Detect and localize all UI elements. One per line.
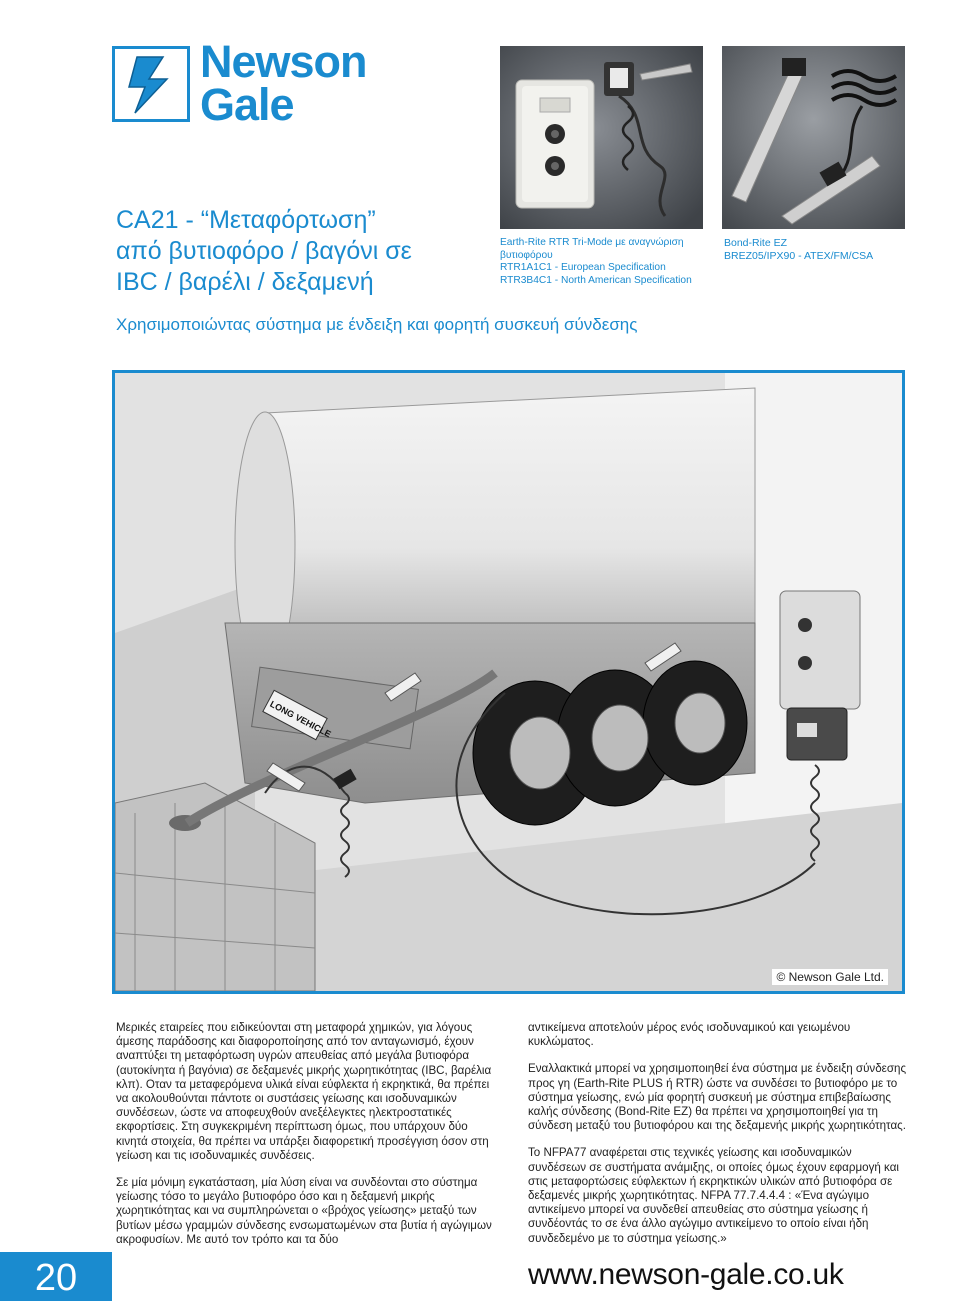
bond-rite-caption	[724, 237, 873, 263]
caption-line: Bond-Rite EZ	[724, 237, 788, 249]
body-column-right	[528, 1021, 908, 1259]
brand-name	[200, 36, 367, 130]
title-line-1: CA21 - “Μεταφόρτωση”	[116, 206, 376, 234]
bond-rite-ez-photo	[722, 46, 905, 229]
caption-line: RTR1A1C1 - European Specification	[500, 262, 666, 274]
body-paragraph: Μερικές εταιρείες που ειδικεύονται στη μεταφορά χημικών, για λόγους άμεσης παράδοσης και διαφοροποίησης από τον ανταγωνισμό, έχουν αναπτύξει τη μεταφόρτωση υγρών απευθείας από μεγάλα βυτιοφόρα (αυτοκίνητα ή βαγόνια) σε δεξαμενές μικρής χωρητικότητας (IBC, βαρέλια κλπ). Οταν τα μεταφερόμενα υλικά είναι εύφλεκτα ή εκρηκτικά, θα πρέπει να ακολουθούνται πάντοτε οι συστάσεις γείωσης και ισοδυναμικών συνδέσεων, ώστε να αποφευχθούν ανεξέλεγκτες ηλεκτροστατικές εκφορτίσεις. Στη συγκεκριμένη περίπτωση όμως, που υπάρχουν δύο κινητά στοιχεία, θα πρέπει να υπάρξει διαφορετική προσέγγιση όσον στη γείωση και τις ισοδυναμικές συνδέσεις.	[116, 1021, 492, 1162]
body-paragraph: αντικείμενα αποτελούν μέρος ενός ισοδυναμικού και γειωμένου κυκλώματος.	[528, 1021, 851, 1049]
earth-rite-rtr-photo	[500, 46, 703, 229]
caption-line: βυτιοφόρου	[500, 249, 553, 261]
body-paragraph: Εναλλακτικά μπορεί να χρησιμοποιηθεί ένα σύστημα με ένδειξη σύνδεσης προς γη (Earth-Rite PLUS ή RTR) ώστε να συνδέσει το βυτιοφόρο με το σύστημα γείωσης, ενώ μία φορητή συσκευή με σύστημα επιβεβαίωσης καλής σύνδεσης (Bond-Rite EZ) θα πρέπει να χρησιμοποιηθεί για τη σύνδεση μεταξύ του βυτιοφόρου και της δεξαμενής μικρής χωρητικότητας.	[528, 1062, 907, 1133]
title-line-3: IBC / βαρέλι / δεξαμενή	[116, 268, 374, 296]
copyright-notice: © Newson Gale Ltd.	[772, 969, 888, 985]
section-subtitle: Χρησιμοποιώντας σύστημα με ένδειξη και φορητή συσκευή σύνδεσης	[116, 315, 638, 334]
brand-line-1: Newson	[200, 36, 367, 87]
page-number: 20	[0, 1252, 112, 1301]
body-column-left	[116, 1021, 498, 1260]
caption-line: Earth-Rite RTR Tri-Mode με αναγνώριση	[500, 237, 684, 248]
body-paragraph: Το NFPA77 αναφέρεται στις τεχνικές γείωσης και ισοδυναμικών συνδέσεων σε συστήματα ανάμιξης, οι οποίες όμως έχουν εφαρμογή και στις μεταφορτώσεις εύφλεκτων ή εκρηκτικών υλικών από βυτιοφόρα σε δεξαμενές μικρής χωρητικότητας. NFPA 77.7.4.4.4 : «Ένα αγώγιμο αντικείμενο μπορεί να συνδεθεί απευθείας στο σύστημα γείωσης ή συνδέοντάς το σε ένα άλλο αγώγιμο αντικείμενο το οποίο είναι ήδη συνδεδεμένο με το σύστημα γείωσης.»	[528, 1146, 899, 1245]
lightning-bolt-icon	[115, 49, 187, 119]
brand-line-2: Gale	[200, 79, 294, 130]
earth-rite-caption	[500, 237, 692, 287]
body-paragraph: Σε μία μόνιμη εγκατάσταση, μία λύση είναι να συνδέονται στο σύστημα γείωσης τόσο το μεγάλο βυτιοφόρο όσο και η δεξαμενή μικρής χωρητικότητας και να συμπληρώνεται ο «βρόχος γείωσης» μεταξύ των βυτίων μέσω γραμμών σύνδεσης ενσωματωμένων στα βυτία ή αγώγιμων ακροφυσίων. Με αυτό τον τρόπο και τα δύο	[116, 1176, 492, 1246]
title-line-2: από βυτιοφόρο / βαγόνι σε	[116, 237, 412, 265]
document-title	[116, 205, 486, 298]
caption-line: RTR3B4C1 - North American Specification	[500, 274, 692, 286]
website-link[interactable]: www.newson-gale.co.uk	[528, 1258, 844, 1291]
caption-line: BREZ05/IPX90 - ATEX/FM/CSA	[724, 250, 874, 262]
logo-mark	[112, 46, 190, 122]
vehicle-sign-text: LONG VEHICLE	[268, 698, 333, 740]
tanker-transfer-illustration	[112, 370, 905, 994]
